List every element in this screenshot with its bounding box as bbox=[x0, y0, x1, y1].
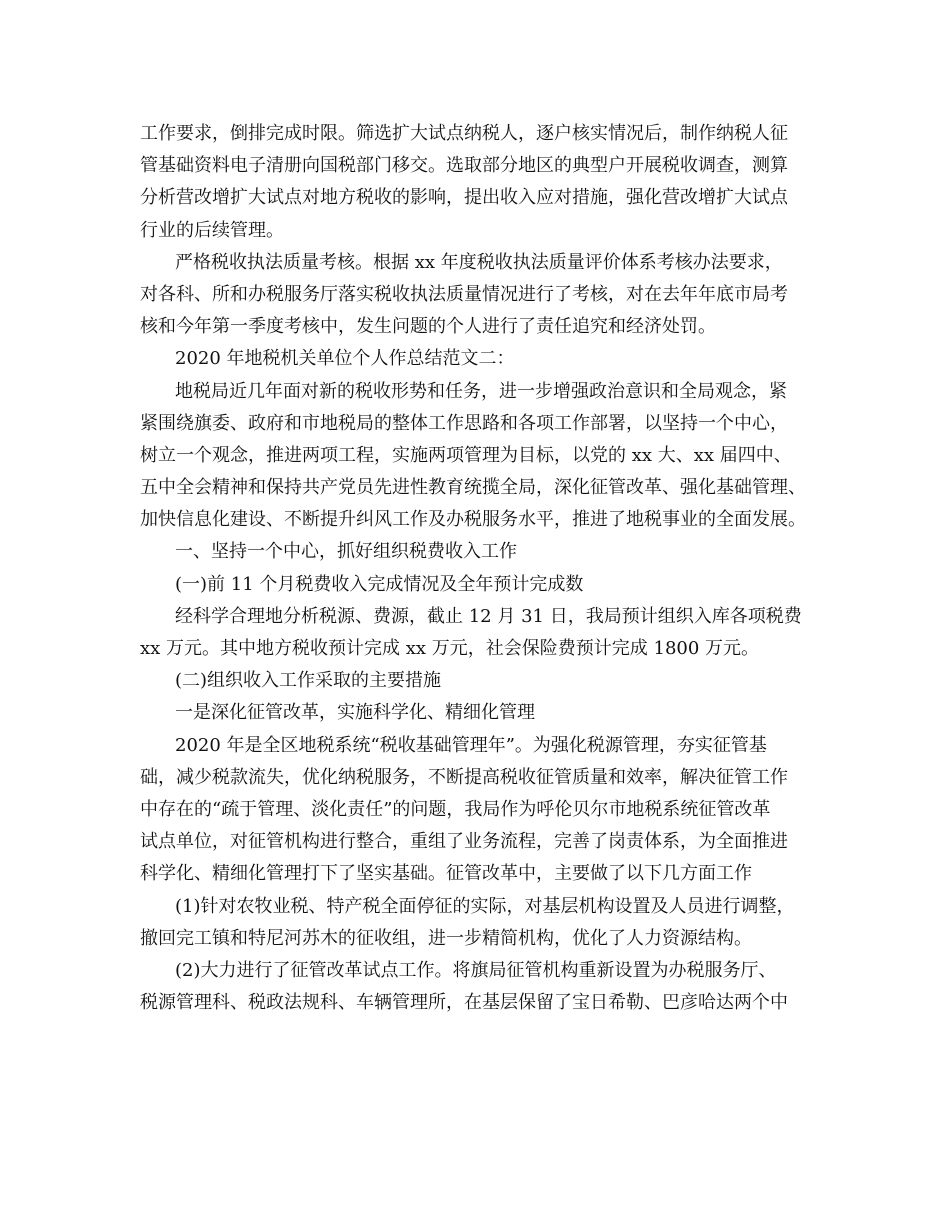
text-line: 一、坚持一个中心，抓好组织税费收入工作 bbox=[175, 541, 517, 563]
text-line: (一)前 11 个月税费收入完成情况及全年预计完成数 bbox=[175, 573, 584, 595]
document-body bbox=[140, 118, 830, 1019]
text-line: 地税局近几年面对新的税收形势和任务，进一步增强政治意识和全局观念，紧 bbox=[175, 380, 787, 402]
text-line: 严格税收执法质量考核。根据 xx 年度税收执法质量评价体系考核办法要求， bbox=[175, 251, 783, 273]
text-line: 2020 年地税机关单位个人作总结范文二： bbox=[175, 348, 515, 370]
text-line: 分析营改增扩大试点对地方税收的影响，提出收入应对措施，强化营改增扩大试点 bbox=[140, 187, 788, 209]
text-line: 撤回完工镇和特尼河苏木的征收组，进一步精简机构，优化了人力资源结构。 bbox=[140, 927, 752, 949]
text-line: 行业的后续管理。 bbox=[140, 219, 284, 241]
text-line: (2)大力进行了征管改革试点工作。将旗局征管机构重新设置为办税服务厅、 bbox=[175, 959, 777, 981]
text-line: 中存在的“疏于管理、淡化责任”的问题，我局作为呼伦贝尔市地税系统征管改革 bbox=[140, 798, 771, 820]
text-line: 五中全会精神和保持共产党员先进性教育统揽全局，深化征管改革、强化基础管理、 bbox=[140, 477, 806, 499]
text-line: 经科学合理地分析税源、费源，截止 12 月 31 日，我局预计组织入库各项税费 bbox=[175, 605, 802, 627]
text-line: 工作要求，倒排完成时限。筛选扩大试点纳税人，逐户核实情况后，制作纳税人征 bbox=[140, 123, 788, 144]
text-line: 紧围绕旗委、政府和市地税局的整体工作思路和各项工作部署，以坚持一个中心， bbox=[140, 412, 788, 434]
text-line: 税源管理科、税政法规科、车辆管理所，在基层保留了宝日希勒、巴彦哈达两个中 bbox=[140, 992, 788, 1014]
text-line: 2020 年是全区地税系统“税收基础管理年”。为强化税源管理，夯实征管基 bbox=[175, 734, 767, 756]
text-line: 对各科、所和办税服务厅落实税收执法质量情况进行了考核，对在去年年底市局考 bbox=[140, 283, 788, 305]
text-line: 管基础资料电子清册向国税部门移交。选取部分地区的典型户开展税收调查，测算 bbox=[140, 155, 788, 177]
text-line: 科学化、精细化管理打下了坚实基础。征管改革中，主要做了以下几方面工作 bbox=[140, 863, 752, 885]
text-line: 核和今年第一季度考核中，发生问题的个人进行了责任追究和经济处罚。 bbox=[140, 316, 716, 338]
text-line: (二)组织收入工作采取的主要措施 bbox=[175, 670, 442, 692]
text-line: 础，减少税款流失，优化纳税服务，不断提高税收征管质量和效率，解决征管工作 bbox=[140, 766, 788, 788]
text-line: 一是深化征管改革，实施科学化、精细化管理 bbox=[175, 702, 535, 724]
text-line: 试点单位，对征管机构进行整合，重组了业务流程，完善了岗责体系，为全面推进 bbox=[140, 831, 788, 853]
text-line: 加快信息化建设、不断提升纠风工作及办税服务水平，推进了地税事业的全面发展。 bbox=[140, 509, 806, 531]
text-line: (1)针对农牧业税、特产税全面停征的实际，对基层机构设置及人员进行调整， bbox=[175, 895, 795, 917]
text-line: 树立一个观念，推进两项工程，实施两项管理为目标，以党的 xx 大、xx 届四中、 bbox=[140, 444, 792, 466]
text-line: xx 万元。其中地方税收预计完成 xx 万元，社会保险费预计完成 1800 万元。 bbox=[140, 638, 760, 659]
